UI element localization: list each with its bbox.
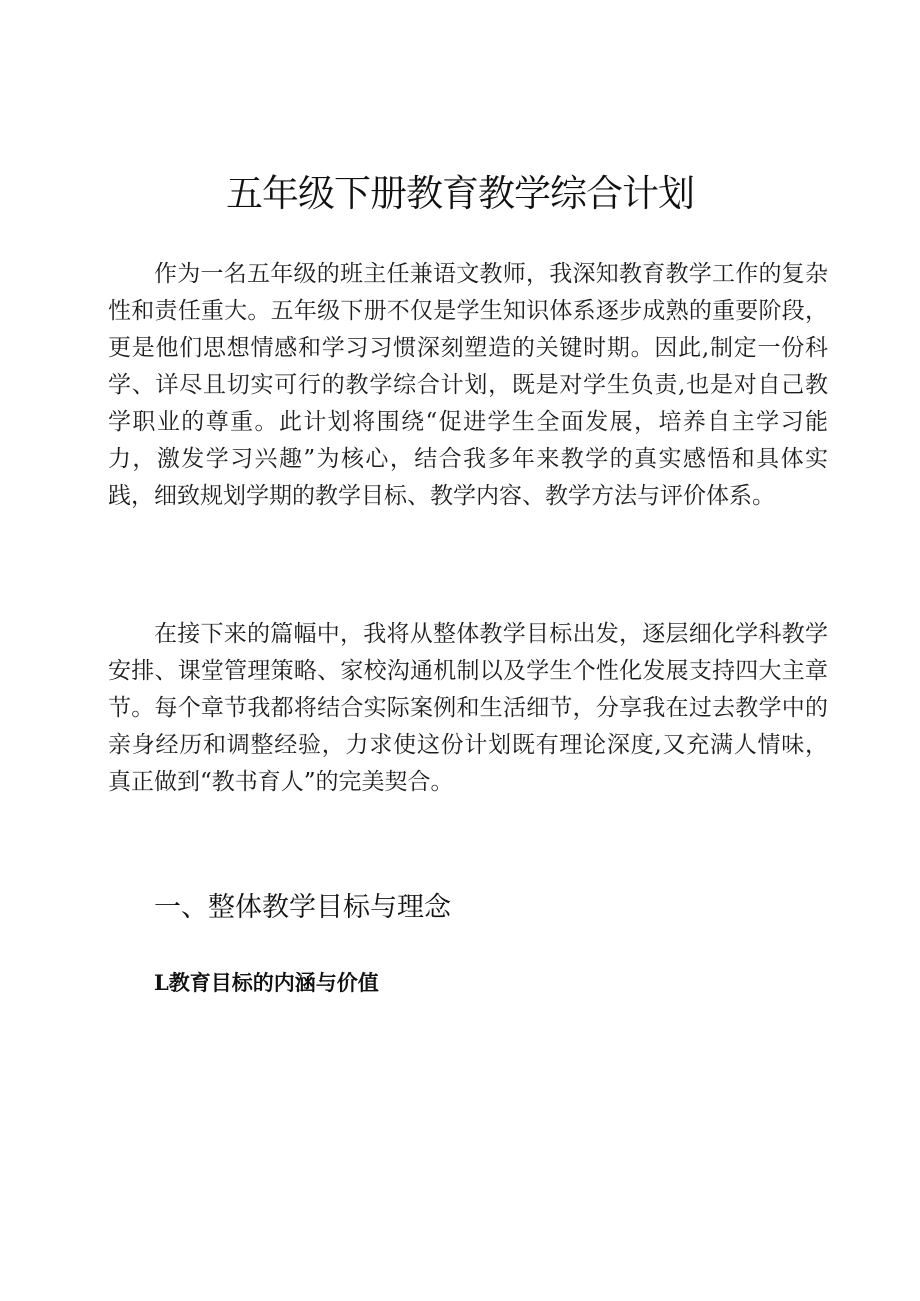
intro-paragraph: 作为一名五年级的班主任兼语文教师，我深知教育教学工作的复杂性和责任重大。五年级下册不仅是学生知识体系逐步成熟的重要阶段，更是他们思想情感和学习习惯深刻塑造的关键时期。因此,制定一份科学、详尽且切实可行的教学综合计划，既是对学生负责,也是对自己教学职业的尊重。此计划将围绕“促进学生全面发展，培养自主学习能力，激发学习兴趣”为核心，结合我多年来教学的真实感悟和具体实践，细致规划学期的教学目标、教学内容、教学方法与评价体系。 — [108, 261, 828, 509]
document-title: 五年级下册教育教学综合计划 — [226, 172, 694, 215]
outline-paragraph: 在接下来的篇幅中，我将从整体教学目标出发，逐层细化学科教学安排、课堂管理策略、家校沟通机制以及学生个性化发展支持四大主章节。每个章节我都将结合实际案例和生活细节，分享我在过去教学中的亲身经历和调整经验，力求使这份计划既有理论深度,又充满人情味，真正做到“教书育人”的完美契合。 — [108, 621, 828, 795]
section-heading: 一、整体教学目标与理念 — [154, 892, 451, 923]
sub-heading: L教育目标的内涵与价值 — [154, 970, 379, 995]
